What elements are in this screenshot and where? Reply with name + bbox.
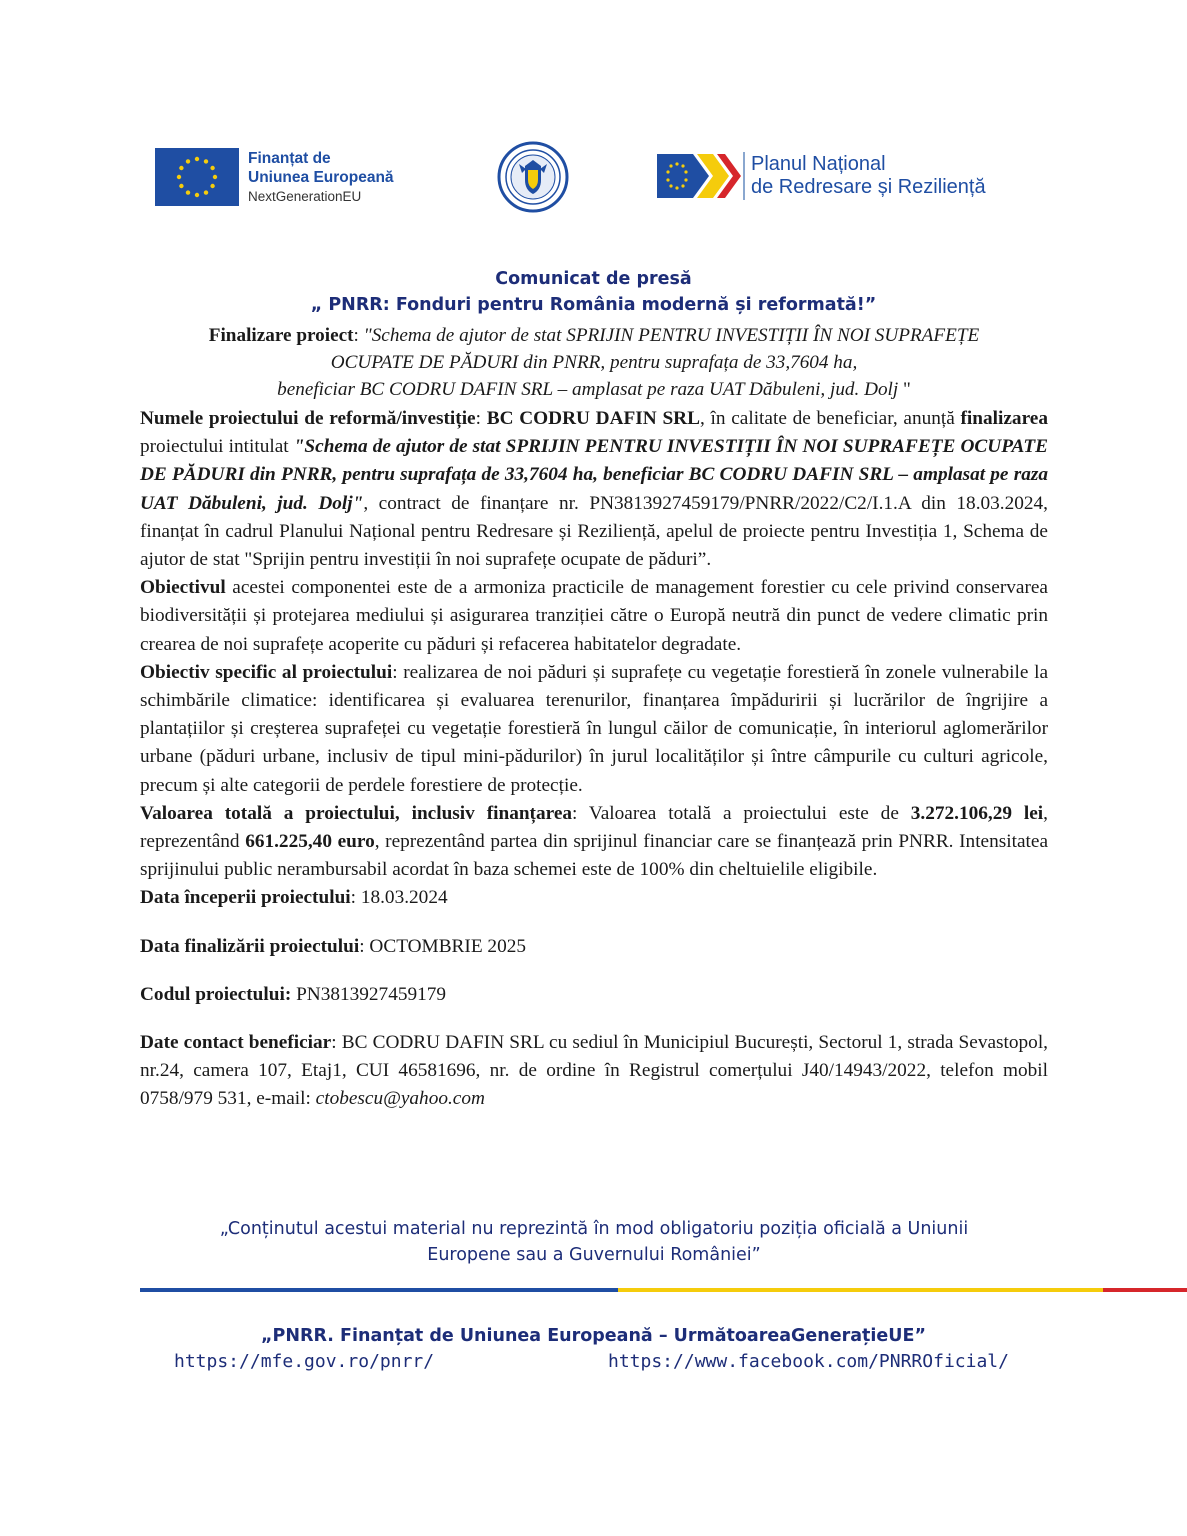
project-name-label: Numele proiectului de reformă/investiție (140, 408, 476, 429)
disclaimer-line1: „Conținutul acestui material nu reprezintă în mod obligatoriu poziția oficială a Uniunii (219, 1219, 969, 1239)
eu-logo-line2: Uniunea Europeană (248, 168, 394, 186)
objective-text: acestei componentei este de a armoniza practicile de management forestier cu cele privind conservarea biodiversității și protejarea mediului și asigurarea tranziției către o Europă neutră din punct de vedere climatic prin crearea de noi suprafețe acoperite cu păduri și refacerea habitatelor degradate. (140, 577, 1048, 655)
press-release-title (0, 266, 1187, 318)
subtitle-line2: OCUPATE DE PĂDURI din PNRR, pentru suprafața de 33,7604 ha, (330, 352, 858, 373)
total-value-text-b: , reprezentând (140, 802, 1048, 853)
start-date-label: Data începerii proiectului (140, 887, 351, 909)
paragraph-end-date (140, 933, 1048, 961)
paragraph-project-code (140, 981, 1048, 1009)
total-value-label: Valoarea totală a proiectului, inclusiv finanțarea (140, 802, 573, 824)
subtitle-line1: "Schema de ajutor de stat SPRIJIN PENTRU INVESTIȚII ÎN NOI SUPRAFEȚE (363, 325, 980, 346)
total-value-eur: 661.225,40 euro (245, 831, 375, 853)
beneficiary-name: BC CODRU DAFIN SRL (486, 408, 700, 429)
eu-logo-line1: Finanțat de (248, 149, 331, 167)
pnrr-arrows-icon (657, 152, 741, 200)
eu-disclaimer (140, 1216, 1048, 1268)
project-title: "Schema de ajutor de stat SPRIJIN PENTRU INVESTIȚII ÎN NOI SUPRAFEȚE OCUPATE DE PĂDURI din PNRR, pentru suprafața de 33,7604 ha, beneficiar BC CODRU DAFIN SRL – amplasat pe raza UAT Dăbuleni, jud. Dolj" (140, 436, 1048, 514)
pnrr-logo-line1: Planul Național (751, 153, 886, 175)
paragraph-objective (140, 574, 1048, 659)
p1-text-a: , în calitate de beneficiar, anunță (699, 408, 961, 429)
subtitle-closing-quote: " (898, 379, 911, 400)
subtitle-line3: beneficiar BC CODRU DAFIN SRL – amplasat pe raza UAT Dăbuleni, jud. Dolj (277, 379, 899, 400)
divider-yellow-segment (618, 1288, 1103, 1292)
contact-label: Date contact beneficiar (140, 1032, 332, 1054)
end-date-value: : OCTOMBRIE 2025 (359, 935, 526, 957)
p1-text-b: proiectului intitulat (140, 436, 294, 458)
project-code-value: PN3813927459179 (291, 983, 447, 1005)
eu-logo-line3: NextGenerationEU (248, 188, 362, 204)
objective-label: Obiectivul (140, 577, 226, 599)
paragraph-project-name: Numele proiectului de reformă/investiție: BC CODRU DAFIN SRL, în calitate de beneficiar, anunță finalizarea proiectului intitulat "Schema de ajutor de stat SPRIJIN PENTRU INVESTIȚII ÎN NOI SUPRAFEȚE OCUPATE DE PĂDURI din PNRR, pentru suprafața de 33,7604 ha, beneficiar BC CODRU DAFIN SRL – amplasat pe raza UAT Dăbuleni, jud. Dolj", contract de finanțare nr. PN3813927459179/PNRR/2022/C2/I.1.A din 18.03.2024, finanțat în cadrul Planului Național pentru Redresare și Reziliență, apelul de proiecte pentru Investiția 1, Schema de ajutor de stat "Sprijin pentru investiții în noi suprafețe ocupate de păduri”. (140, 408, 1048, 571)
start-date-value: : 18.03.2024 (350, 887, 448, 909)
subtitle-label: Finalizare proiect (208, 325, 354, 346)
footer-link-facebook[interactable]: https://www.facebook.com/PNRROficial/ (608, 1351, 1009, 1372)
press-release-body (140, 405, 1048, 1114)
title-line1: Comunicat de presă (495, 269, 692, 289)
divider-blue-segment (140, 1288, 618, 1292)
p1-text-c: , contract de finanțare nr. PN3813927459179/PNRR/2022/C2/I.1.A din 18.03.2024, finanțat în cadrul Planului Național pentru Redresare și Reziliență, apelul de proiecte pentru Investiția 1, Schema de ajutor de stat "Sprijin pentru investiții în noi suprafețe ocupate de păduri”. (140, 492, 1048, 571)
title-line2: „ PNRR: Fonduri pentru România modernă și reformată!” (310, 295, 877, 315)
guvernul-romaniei-seal-icon (497, 140, 569, 214)
paragraph-specific-objective (140, 659, 1048, 800)
logo-row (0, 140, 1187, 220)
specific-objective-text: : realizarea de noi păduri și suprafețe cu vegetație forestieră în zonele vulnerabile la schimbările climatice: identificarea și evaluarea terenurilor, finanțarea împăduririi și lucrărilor de îngrijire a plantațiilor și creșterea suprafeței cu vegetație forestieră în lungul căilor de comunicație, în interiorul aglomerărilor urbane (păduri urbane, inclusiv de tipul mini-pădurilor) în jurul localităților și între câmpurile cu culturi agricole, precum și alte categorii de perdele forestiere de protecție. (140, 661, 1048, 796)
contact-email[interactable]: ctobescu@yahoo.com (315, 1088, 485, 1110)
pnrr-logo-line2: de Redresare și Reziliență (751, 176, 986, 198)
pnrr-divider (743, 152, 745, 200)
eu-flag-icon (155, 148, 239, 206)
divider-red-segment (1103, 1288, 1187, 1292)
footer-link-mfe[interactable]: https://mfe.gov.ro/pnrr/ (174, 1351, 435, 1372)
end-date-label: Data finalizării proiectului (140, 935, 360, 957)
footer-slogan: „PNRR. Finanțat de Uniunea Europeană – UrmătoareaGenerațieUE” (261, 1326, 926, 1346)
paragraph-contact (140, 1029, 1048, 1114)
total-value-text-a: : Valoarea totală a proiectului este de (572, 802, 911, 824)
total-value-text-c: , reprezentând partea din sprijinul financiar care se finanțează prin PNRR. Intensitatea sprijinului public nerambursabil acordat în baza schemei este de 100% din cheltuielile eligibile. (140, 831, 1049, 881)
project-code-label: Codul proiectului: (140, 983, 292, 1005)
pnrr-logo (657, 152, 986, 200)
eu-funding-logo (155, 148, 394, 206)
finalizarea-word: finalizarea (960, 408, 1048, 429)
paragraph-total-value (140, 800, 1048, 885)
paragraph-start-date (140, 884, 1048, 912)
contact-text: : BC CODRU DAFIN SRL cu sediul în Municipiul București, Sectorul 1, strada Sevastopol, nr.24, camera 107, Etaj1, CUI 46581696, nr. de ordine în Registrul comerțului J40/14943/2022, telefon mobil 0758/979 531, e-mail: (140, 1032, 1048, 1110)
disclaimer-line2: Europene sau a Guvernului României” (427, 1245, 761, 1265)
total-value-lei: 3.272.106,29 lei (910, 802, 1044, 824)
project-completion-subtitle: Finalizare proiect: "Schema de ajutor de stat SPRIJIN PENTRU INVESTIȚII ÎN NOI SUPRAFEȚE OCUPATE DE PĂDURI din PNRR, pentru suprafața de 33,7604 ha, beneficiar BC CODRU DAFIN SRL – amplasat pe raza UAT Dăbuleni, jud. Dolj " (208, 325, 980, 400)
specific-objective-label: Obiectiv specific al proiectului (140, 661, 393, 683)
tricolor-divider (140, 1288, 1187, 1292)
